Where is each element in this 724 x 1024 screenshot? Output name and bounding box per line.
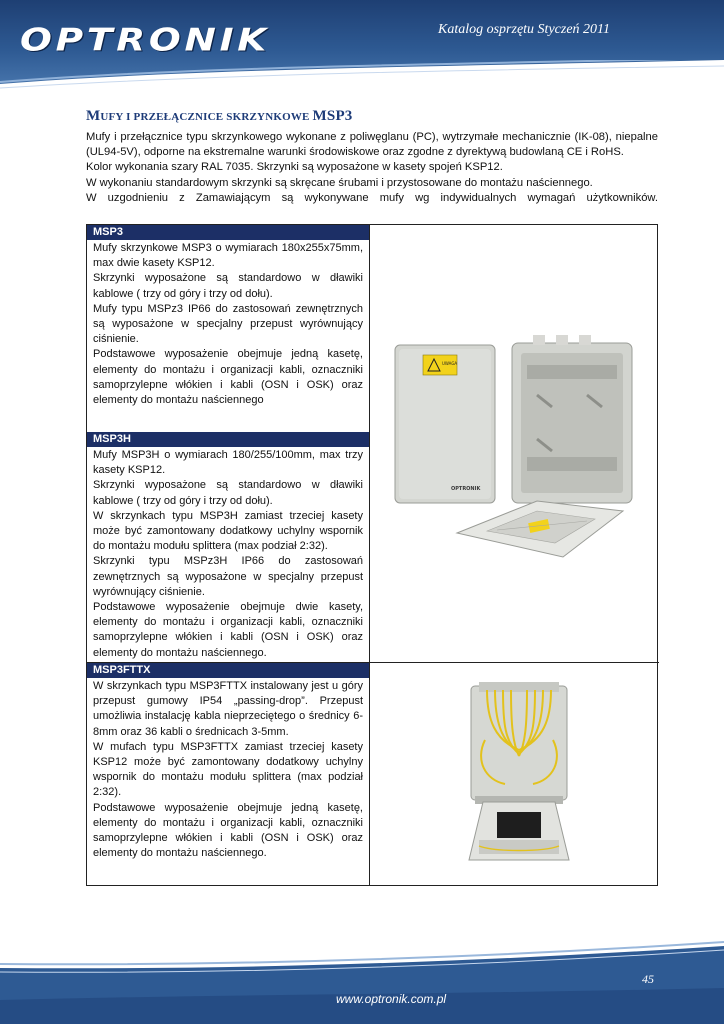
section-paragraph: Podstawowe wyposażenie obejmuje dwie kasety, elementy do montażu i organizacji kabli, oznaczniki samoprzylepne włókien i kabli (OSN i OSK) oraz elementy do montażu naściennego. [93, 601, 363, 659]
footer-wave-decoration [0, 940, 724, 1024]
section-paragraph: Podstawowe wyposażenie obejmuje jedną kasetę, elementy do montażu i organizacji kabli, oznaczniki samoprzylepne włókien i kabli (OSN i OSK) oraz elementy do montażu naściennego [93, 348, 363, 407]
section-header: MSP3FTTX [87, 663, 369, 678]
page-header [0, 0, 724, 92]
section-msp3 [87, 225, 369, 408]
title-model: MSP3 [312, 108, 353, 124]
page-title [86, 108, 353, 125]
intro-paragraph: Mufy i przełącznice typu skrzynkowego wykonane z poliwęglanu (PC), wytrzymałe mechanicznie (IK-08), niepalne (UL94-5V), odporne na ekstremalne warunki środowiskowe oraz zgodne z dyrektywą budowlaną CE i RoHS. [86, 131, 658, 159]
intro-text [86, 130, 658, 206]
section-paragraph: Skrzynki typu MSPz3H IP66 do zastosowań zewnętrznych są wyposażone w specjalny przepust wyrównujący ciśnienie. [93, 555, 363, 598]
section-body [87, 678, 369, 861]
section-body [87, 447, 369, 661]
section-paragraph: W mufach typu MSP3FTTX zamiast trzeciej kasety KSP12 może być zamontowany dodatkowy uchylny wspornik do montażu modułu splittera (max podział 2:32). [93, 740, 363, 799]
intro-paragraph: W wykonaniu standardowym skrzynki są skręcane śrubami i przystosowane do montażu naściennego. [86, 176, 593, 189]
section-paragraph: Mufy MSP3H o wymiarach 180/255/100mm, max trzy kasety KSP12. [93, 449, 363, 477]
warning-label-text: UWAGA [442, 361, 458, 366]
intro-paragraph: W uzgodnieniu z Zamawiającym są wykonywane mufy wg indywidualnych wymagań użytkowników. [86, 191, 658, 204]
section-paragraph: Podstawowe wyposażenie obejmuje jedną kasetę, elementy do montażu i organizacji kabli, oznaczniki samoprzylepne włókien i kabli (OSN i OSK) oraz elementy do montażu naściennego. [93, 801, 363, 860]
section-paragraph: Mufy typu MSPz3 IP66 do zastosowań zewnętrznych są wyposażone w specjalny przepust wyrównujący ciśnienie. [93, 302, 363, 346]
product-table [86, 224, 658, 886]
section-header: MSP3H [87, 432, 369, 447]
section-paragraph: Skrzynki wyposażone są standardowo w dławiki kablowe ( trzy od góry i trzy od dołu). [93, 479, 363, 507]
table-divider [369, 225, 370, 885]
header-wave-decoration [0, 60, 724, 92]
section-paragraph: Skrzynki wyposażone są standardowo w dławiki kablowe ( trzy od góry i trzy od dołu). [93, 272, 363, 300]
section-paragraph: W skrzynkach typu MSP3H zamiast trzeciej kasety może być zamontowany dodatkowy uchylny wspornik do montażu modułu splittera (max podział 2:32). [93, 509, 363, 553]
page-number: 45 [642, 972, 654, 986]
catalog-title: Katalog osprzętu Styczeń 2011 [437, 22, 610, 37]
section-body [87, 240, 369, 408]
title-first-letter: M [86, 108, 101, 124]
company-logo: OPTRONIK [20, 22, 271, 59]
section-header: MSP3 [87, 225, 369, 240]
msp3-product-photo [387, 335, 647, 565]
page-footer [0, 940, 724, 1024]
section-paragraph: Mufy skrzynkowe MSP3 o wymiarach 180x255x75mm, max dwie kasety KSP12. [93, 242, 363, 270]
website-link[interactable]: www.optronik.com.pl [336, 992, 447, 1006]
section-msp3fttx [87, 663, 369, 861]
box-brand-text: OPTRONIK [451, 486, 481, 492]
msp3fttx-product-photo [465, 680, 573, 870]
intro-paragraph: Kolor wykonania szary RAL 7035. Skrzynki są wyposażone w kasety spojeń KSP12. [86, 161, 503, 174]
title-text: UFY I PRZEŁĄCZNICE SKRZYNKOWE [100, 111, 313, 123]
section-msp3h [87, 432, 369, 661]
section-paragraph: W skrzynkach typu MSP3FTTX instalowany jest u góry przepust gumowy IP54 „passing-drop”. Przepust umożliwia instalację kabla nieprzeciętego o średnicy 6-8mm oraz 36 kabli o średnicach 3-5mm. [93, 680, 363, 738]
